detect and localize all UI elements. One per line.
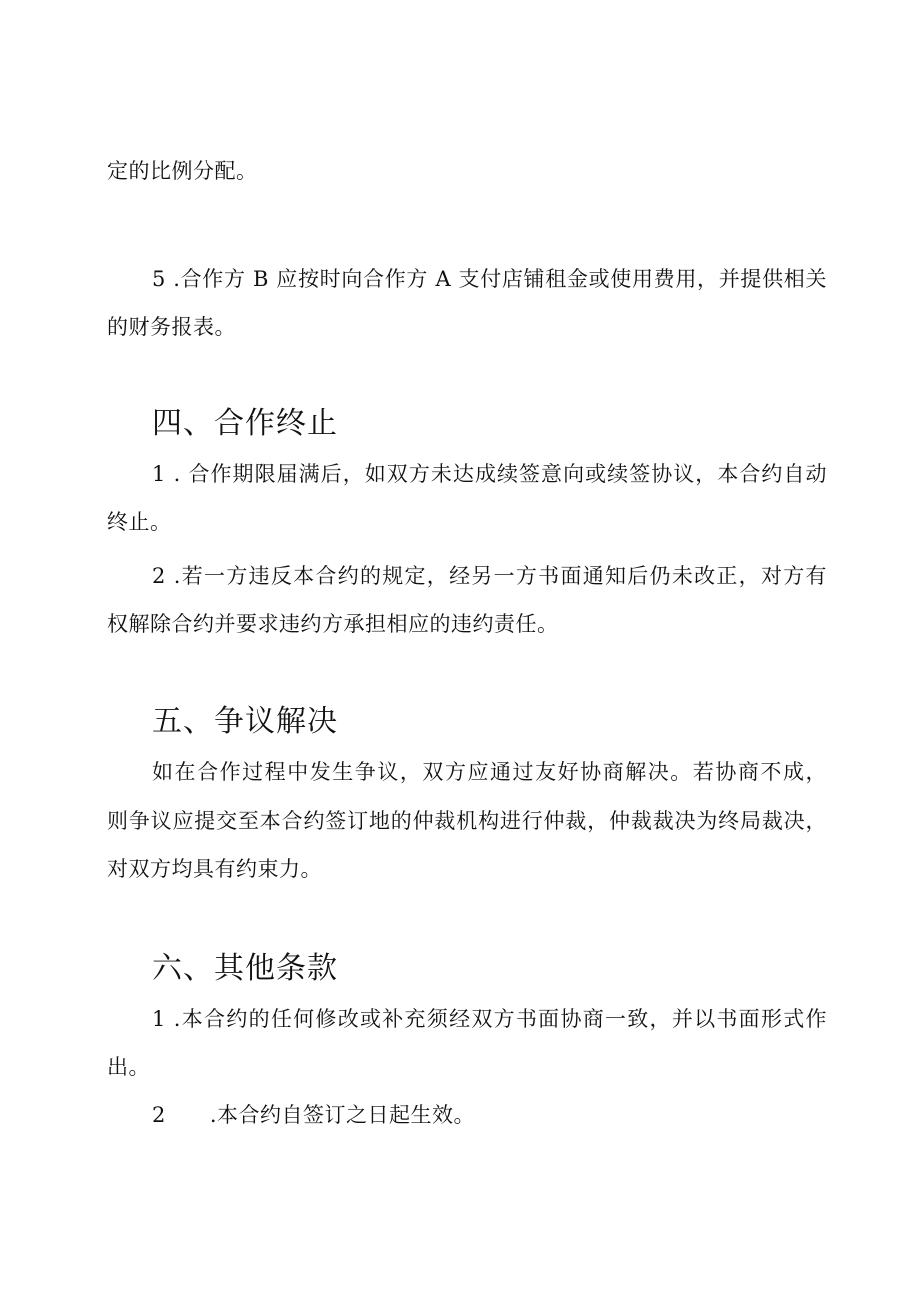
section5-para-line2: 则争议应提交至本合约签订地的仲裁机构进行仲裁，仲裁裁决为终局裁决， (107, 809, 827, 833)
section6-item2-number: 2 (152, 1103, 166, 1127)
section3-continuation-line: 定的比例分配。 (107, 159, 258, 183)
section6-item1-line1: 1 .本合约的任何修改或补充须经双方书面协商一致，并以书面形式作 (152, 1007, 827, 1031)
section6-item2-line (152, 1100, 827, 1130)
section3-item5-line1: 5 .合作方 B 应按时向合作方 A 支付店铺租金或使用费用，并提供相关 (152, 267, 827, 291)
section6-heading: 六、其他条款 (152, 951, 338, 986)
section6-item1-line2: 出。 (107, 1055, 150, 1079)
section4-item2-line1: 2 .若一方违反本合约的规定，经另一方书面通知后仍未改正，对方有 (152, 564, 827, 588)
section3-item5-line2: 的财务报表。 (107, 315, 236, 339)
section4-item2-line2: 权解除合约并要求违约方承担相应的违约责任。 (107, 612, 559, 636)
section6-item2-text: .本合约自签订之日起生效。 (209, 1103, 476, 1127)
section4-item1-line2: 终止。 (107, 510, 172, 534)
section5-para-line3: 对双方均具有约束力。 (107, 857, 322, 881)
section4-heading: 四、合作终止 (152, 406, 338, 441)
section5-para-line1: 如在合作过程中发生争议，双方应通过友好协商解决。若协商不成， (152, 760, 827, 784)
section5-heading: 五、争议解决 (152, 704, 338, 739)
section4-item1-line1: 1 . 合作期限届满后，如双方未达成续签意向或续签协议，本合约自动 (152, 462, 827, 486)
